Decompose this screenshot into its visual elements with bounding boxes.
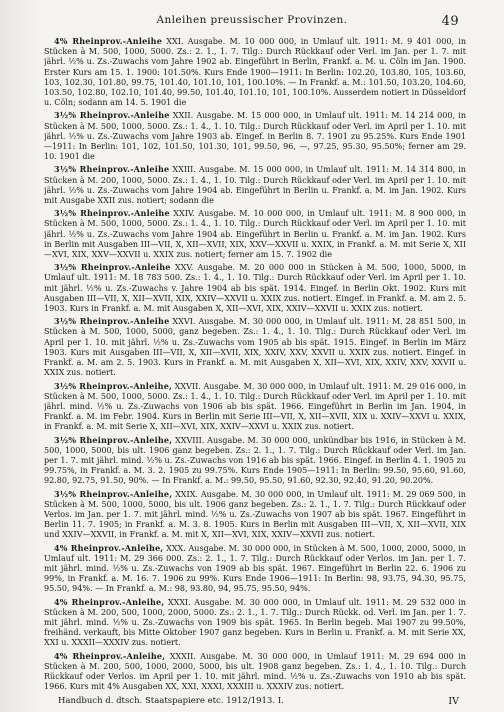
bond-entry	[44, 543, 466, 595]
bond-entry-text: XXXII. Ausgabe. M. 30 000 000, in Umlauf 1911: M. 29 694 000 in Stücken à M. 200, 500, 1000, 2000, 5000, bis ult. 1908 ganz begeben. Zs.: 1. 4., 1. 10. Tilg.: Durch Rückkauf oder Verlos. im April per 1. 10. mit jährl. mind. ½% u. Zs.-Zuwachs von 1910 ab bis spät. 1966. Kurs mit 4% Ausgaben XX, XXI, XXXI, XXXIII u. XXXIV zus. notiert.	[44, 651, 466, 692]
signature-mark: IV	[448, 696, 459, 707]
bond-entry-heading: 4% Rheinprov.-Anleihe,	[54, 650, 166, 661]
bond-entry-heading: 3½% Rheinprov.-Anleihe	[54, 262, 171, 273]
bond-entry	[44, 164, 466, 206]
bond-entry	[44, 651, 466, 693]
bond-entry-heading: 3½% Rheinprov.-Anleihe,	[54, 434, 173, 445]
bond-entry-text: XXVIII. Ausgabe. M. 30 000 000, unkündbar bis 1916, in Stücken à M. 500, 1000, 5000, bis ult. 1906 ganz begeben. Zs.: 2. 1., 1. 7. Tilg.: Durch Rückkauf oder Verl. im Jan. per 1. 7. mit jährl. mind. ½% u. Zs.-Zuwachs von 1916 ab bis spät. 1966. Eingef. in Berlin 4. 1. 1905 zu 99.75%, in Frankf. a. M. 3. 2. 1905 zu 99.75%. Kurs Ende 1905—1911: In Berlin: 99.50, 95.60, 91.60, 92.80, 92.75, 91.50, 90%. — In Frankf. a. M.: 99.50, 95.50, 91.60, 92.30, 92.40, 91.20, 90.20%.	[44, 435, 466, 486]
bond-entry	[44, 36, 466, 108]
bond-entry-text: XXIV. Ausgabe. M. 10 000 000, in Umlauf ult. 1911: M. 8 900 000, in Stücken à M. 500, 1000, 5000. Zs.: 1. 4., 1. 10. Tilg.: Durch Rückkauf oder Verl. im April per 1. 10. mit jährl. ½% u. Zs.-Zuwachs vom Jahre 1904 ab. Eingeführt in Berlin u. Frankf. a. M. im Jan. 1902. Kurs in Berlin mit Ausgaben III—VII, X, XII—XVII, XIX, XXV—XXVII u. XXIX, in Frankf. a. M. mit Serie X, XII—XVI, XIX, XXV—XXVII u. XXIX zus. notiert; ferner am 15. 7. 1902 die	[44, 209, 466, 260]
bond-entry-text: XXXI. Ausgabe. M. 30 000 000, in Umlauf ult. 1911: M. 29 532 000 in Stücken à M. 200, 500, 1000, 2000, 5000. Zs.: 2. 1., 1. 7. Tilg.: Durch Rückk. od. Verl. im Jan. per 1. 7. mit jährl. mind. ½% u. Zs.-Zuwachs von 1909 bis spät. 1965. In Berlin begeb. Mai 1907 zu 99.50%, freihänd. verkauft, bis Mitte Oktober 1907 ganz begeben. Kurs in Berlin u. Frankf. a. M. mit Serie XX, XXI u. XXXII—XXXIV zus. notiert.	[44, 597, 466, 648]
page-body	[44, 36, 466, 694]
bond-entry-heading: 3½% Rheinprov.-Anleihe,	[54, 380, 173, 391]
bond-entry-heading: 3½% Rheinprov.-Anleihe,	[54, 488, 173, 499]
page-number: 49	[441, 14, 459, 29]
page-gutter	[0, 0, 40, 712]
bond-entry	[44, 208, 466, 260]
bond-entry-heading: 3½% Rheinprov.-Anleihe	[54, 208, 170, 219]
bond-entry	[44, 435, 466, 487]
bond-entry-heading: 4% Rheinprov.-Anleihe,	[54, 596, 165, 607]
bond-entry-heading: 3½% Rheinprov.-Anleihe	[54, 110, 170, 121]
bond-entry-text: XXIII. Ausgabe. M. 15 000 000, in Umlauf ult. 1911: M. 14 314 800, in Stücken à M. 200, 1000, 5000. Zs.: 1. 4., 1. 10. Tilg.: Durch Rückkauf oder Verl. im April per 1. 10. mit jährl. ½% u. Zs.-Zuwachs vom Jahre 1904 ab. Eingeführt in Berlin u. Frankf. a. M. im Jan. 1902. Kurs mit Ausgabe XXII zus. notiert; sodann die	[44, 165, 466, 206]
bond-entry-text: XXVI. Ausgabe. M. 30 000 000, in Umlauf ult. 1911: M. 28 851 500, in Stücken à M. 500, 1000, 5000, ganz begeben. Zs.: 1. 4., 1. 10. Tilg.: Durch Rückkauf oder Verl. im April per 1. 10. mit jährl. ½% u. Zs.-Zuwachs vom 1905 ab bis spät. 1915. Eingef. in Berlin im März 1903. Kurs mit Ausgaben III—VII, X, XII—XVII, XIX, XXIV, XXV, XXVII u. XXIX zus. notiert. Eingef. in Frankf. a. M. am 2. 5. 1903. Kurs in Frankf. a. M. mit Ausgaben X, XII—XVI, XIX, XXIV, XXV, XXVII u. XXIX zus. notiert.	[44, 317, 466, 378]
bond-entry	[44, 381, 466, 433]
bond-entry	[44, 316, 466, 378]
bond-entry-text: XXVII. Ausgabe. M. 30 000 000, in Umlauf ult. 1911: M. 29 016 000, in Stücken à M. 500, 1000, 5000. Zs.: 1. 4., 1. 10. Tilg.: Durch Rückkauf oder Verl. im April per 1. 10. mit jährl. mind. ½% u. Zs.-Zuwachs von 1906 ab bis spät. 1966. Eingeführt in Berlin im Jan. 1904, in Frankf. a. M. im Febr. 1904. Kurs in Berlin mit Serie III—VII, X, XII—XVII, XIX u. XXIV—XXVI u. XXIX, in Frankf. a. M. mit Serie X, XII—XVI, XIX, XXIV—XXVI u. XXIX zus. notiert.	[44, 381, 466, 432]
bond-entry-text: XXII. Ausgabe. M. 15 000 000, in Umlauf ult. 1911: M. 14 214 000, in Stücken à M. 500, 1000, 5000. Zs.: 1. 4., 1. 10. Tilg.: Durch Rückkauf oder Verl. im April per 1. 10. mit jährl. ½% u. Zs.-Zuwachs vom Jahre 1903 ab. Eingef. in Berlin 8. 7. 1901 zu 95.25%. Kurs Ende 1901—1911: In Berlin: 101, 102, 101.50, 101.30, 101, 99.50, 96, —, 97.25, 95.30, 95.50%; ferner am 29. 10. 1901 die	[44, 111, 466, 162]
bond-entry	[44, 262, 466, 314]
bond-entry-heading: 4% Rheinprov.-Anleihe,	[54, 542, 164, 553]
bond-entry-heading: 4% Rheinprov.-Anleihe	[54, 36, 163, 46]
bond-entry-text: XXX. Ausgabe. M. 30 000 000, in Stücken à M. 500, 1000, 2000, 5000, in Umlauf ult. 1911: M. 29 366 000. Zs.: 2. 1., 1. 7. Tilg.: Durch Rückkauf oder Verlos. im Jan. per 1. 7. mit jährl. mind. ½% u. Zs.-Zuwachs von 1909 ab bis spät. 1967. Eingeführt in Berlin 22. 6. 1906 zu 99%, in Frankf. a. M. 16. 7. 1906 zu 99%. Kurs Ende 1906—1911: In Berlin: 98, 93.75, 94.30, 95.75, 95.50, 94%. — In Frankf. a. M.: 98, 93.80, 94, 95.75, 95.50, 94%.	[44, 543, 466, 594]
footer-source: Handbuch d. dtsch. Staatspapiere etc. 1912/1913. I.	[58, 696, 284, 706]
bond-entry-text: XXV. Ausgabe. M. 20 000 000 in Stücken à M. 500, 1000, 5000, in Umlauf ult. 1911: M. 18 783 500. Zs.: 1. 4., 1. 10. Tilg.: Durch Rückkauf oder Verl. im April per 1. 10. mit jährl. ½% u. Zs.-Zuwachs v. Jahre 1904 ab bis spät. 1914. Eingef. in Berlin Okt. 1902. Kurs mit Ausgaben III—VII, X, XII—XVII, XIX, XXIV—XXVII u. XXIX zus. notiert. Eingef. in Frankf. a. M. am 2. 5. 1903. Kurs in Frankf. a. M. mit Ausgaben X, XII—XVI, XIX, XXIV—XXVII u. XXIX zus. notiert.	[44, 263, 466, 314]
page-footer	[58, 696, 459, 708]
bond-entry-text: XXI. Ausgabe. M. 10 000 000, in Umlauf ult. 1911: M. 9 401 000, in Stücken à M. 500, 1000, 5000. Zs.: 2. 1., 1. 7. Tilg.: Durch Rückkauf oder Verl. im Jan. per 1. 7. mit jährl. ½% u. Zs.-Zuwachs vom Jahre 1902 ab. Eingeführt in Berlin, Frankf. a. M. u. Cöln im Jan. 1900. Erster Kurs am 15. 1. 1900: 101.50%. Kurs Ende 1900—1911: In Berlin: 102.20, 103.80, 105, 103.60, 103, 102.30, 101.80, 99.75, 101.40, 101.10, 101, 100.10%. — In Frankf. a. M.: 101.50, 103.20, 104.60, 103.50, 102.80, 102.10, 101.40, 99.50, 101.40, 101.10, 101, 100.10%. Ausserdem notiert in Düsseldorf u. Cöln; sodann am 14. 5. 1901 die	[44, 37, 466, 108]
page-header	[45, 14, 459, 30]
bond-entry	[44, 110, 466, 162]
bond-entry-heading: 3½% Rheinprov.-Anleihe	[54, 316, 170, 327]
bond-entry-text: XXIX. Ausgabe. M. 30 000 000, in Umlauf ult. 1911: M. 29 069 500, in Stücken à M. 500, 1000, 5000, bis ult. 1906 ganz begeben. Zs.: 2. 1., 1. 7. Tilg.: Durch Rückkauf oder Verlos. im Jan. per 1. 7. mit jährl. mind. ½% u. Zs.-Zuwachs von 1907 ab bis spät. 1967. Eingeführt in Berlin 11. 7. 1905; in Frankf. a. M. 3. 8. 1905. Kurs in Berlin mit Ausgaben III—VII, X, XII—XVII, XIX und XXIV—XXVII, in Frankf. a. M. mit X, XII—XVI, XIX, XXIV—XXVII zus. notiert.	[44, 489, 466, 540]
bond-entry-heading: 3½% Rheinprov.-Anleihe	[54, 164, 170, 175]
bond-entry	[44, 489, 466, 541]
bond-entry	[44, 597, 466, 649]
running-title: Anleihen preussischer Provinzen.	[156, 14, 348, 26]
